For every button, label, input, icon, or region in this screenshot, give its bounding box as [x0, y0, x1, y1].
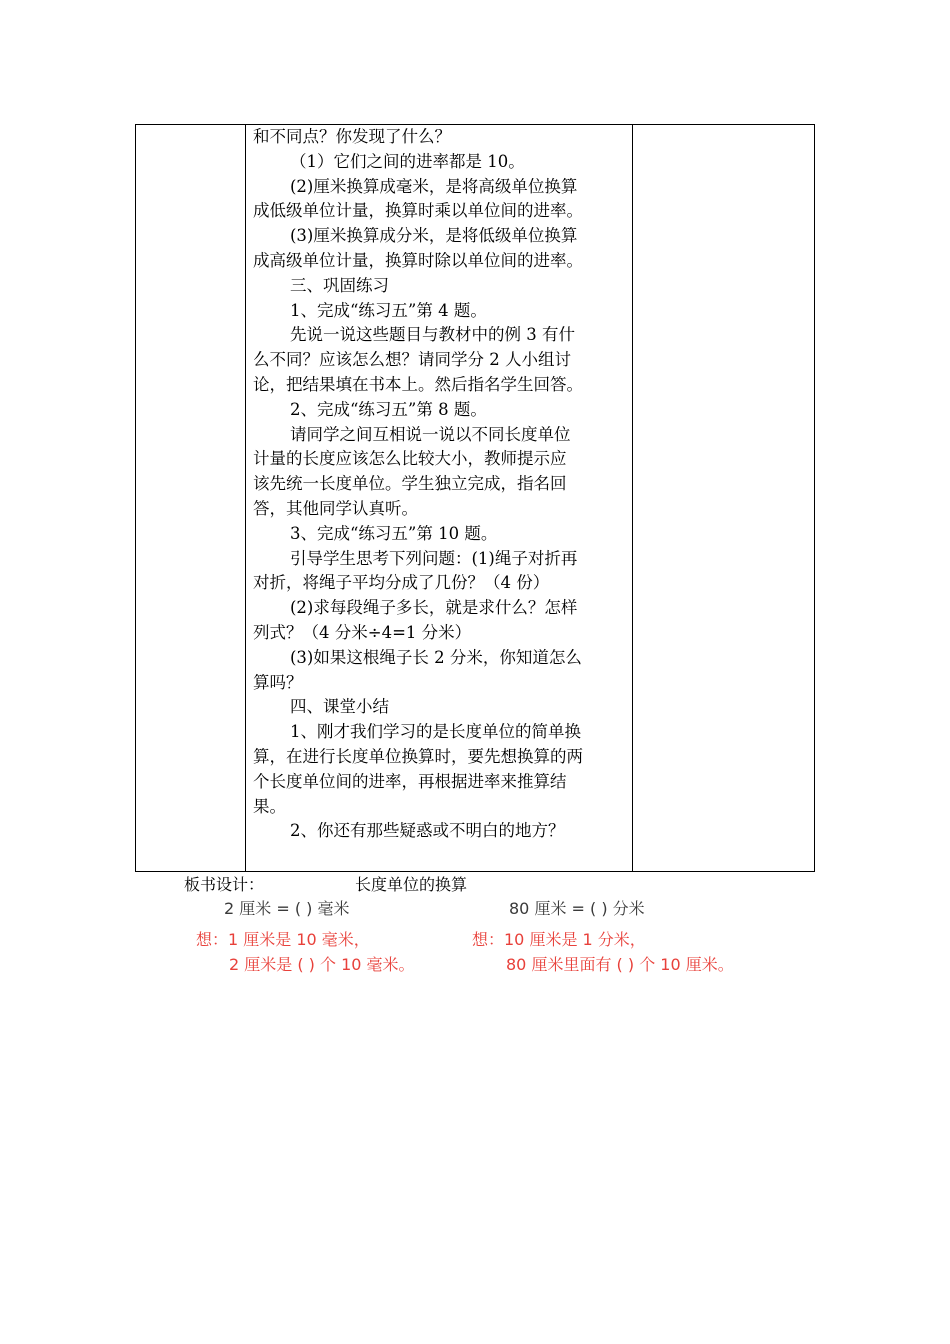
content-line: 该先统一长度单位。学生独立完成，指名回: [253, 474, 567, 494]
content-line: （1）它们之间的进率都是 10。: [290, 151, 525, 171]
content-line: 个长度单位间的进率，再根据进率来推算结: [253, 771, 567, 791]
content-line: 引导学生思考下列问题：(1)绳子对折再: [290, 548, 578, 568]
content-line: 成低级单位计量，换算时乘以单位间的进率。: [253, 201, 583, 221]
content-line: 算，在进行长度单位换算时，要先想换算的两: [253, 746, 583, 766]
board-left-think-1: 想：1 厘米是 10 毫米，: [196, 930, 370, 949]
content-line: 3、完成“练习五”第 10 题。: [290, 523, 498, 543]
board-design-title: 长度单位的换算: [355, 875, 468, 894]
board-left-think-2: 2 厘米是 ( ) 个 10 毫米。: [229, 955, 415, 974]
content-line: 答，其他同学认真听。: [253, 498, 418, 518]
content-line: 1、刚才我们学习的是长度单位的简单换: [290, 722, 581, 742]
content-line: 请同学之间互相说一说以不同长度单位: [290, 424, 571, 444]
content-line: 计量的长度应该怎么比较大小，教师提示应: [253, 449, 567, 469]
lesson-table: [135, 124, 815, 872]
board-right-think-1: 想：10 厘米是 1 分米，: [472, 930, 646, 949]
content-line: 算吗？: [253, 672, 303, 692]
board-left-question: 2 厘米 = ( ) 毫米: [224, 899, 350, 918]
lesson-content: [253, 125, 625, 844]
content-line: (3)厘米换算成分米，是将低级单位换算: [290, 226, 578, 246]
left-column: [136, 125, 246, 871]
board-right-question: 80 厘米 = ( ) 分米: [509, 899, 645, 918]
content-line: 2、你还有那些疑惑或不明白的地方？: [290, 821, 565, 841]
content-line: 三、巩固练习: [290, 275, 389, 295]
content-line: 四、课堂小结: [290, 697, 389, 717]
content-line: 么不同？应该怎么想？请同学分 2 人小组讨: [253, 350, 571, 370]
content-line: 和不同点？你发现了什么？: [253, 127, 451, 146]
content-line: 成高级单位计量，换算时除以单位间的进率。: [253, 250, 583, 270]
content-line: 列式？（4 分米÷4=1 分米）: [253, 622, 472, 642]
content-line: 先说一说这些题目与教材中的例 3 有什: [290, 325, 575, 345]
board-right-think-2: 80 厘米里面有 ( ) 个 10 厘米。: [506, 955, 734, 974]
content-line: 论，把结果填在书本上。然后指名学生回答。: [253, 374, 583, 394]
content-line: (3)如果这根绳子长 2 分米，你知道怎么: [290, 647, 582, 667]
content-line: 对折，将绳子平均分成了几份？（4 份）: [253, 573, 550, 593]
right-column: [632, 125, 815, 871]
content-line: 2、完成“练习五”第 8 题。: [290, 399, 487, 419]
content-line: 1、完成“练习五”第 4 题。: [290, 300, 487, 320]
board-design-label: 板书设计：: [184, 875, 265, 894]
content-line: (2)求每段绳子多长，就是求什么？怎样: [290, 598, 578, 618]
content-line: 果。: [253, 796, 286, 816]
content-line: (2)厘米换算成毫米，是将高级单位换算: [290, 176, 578, 196]
